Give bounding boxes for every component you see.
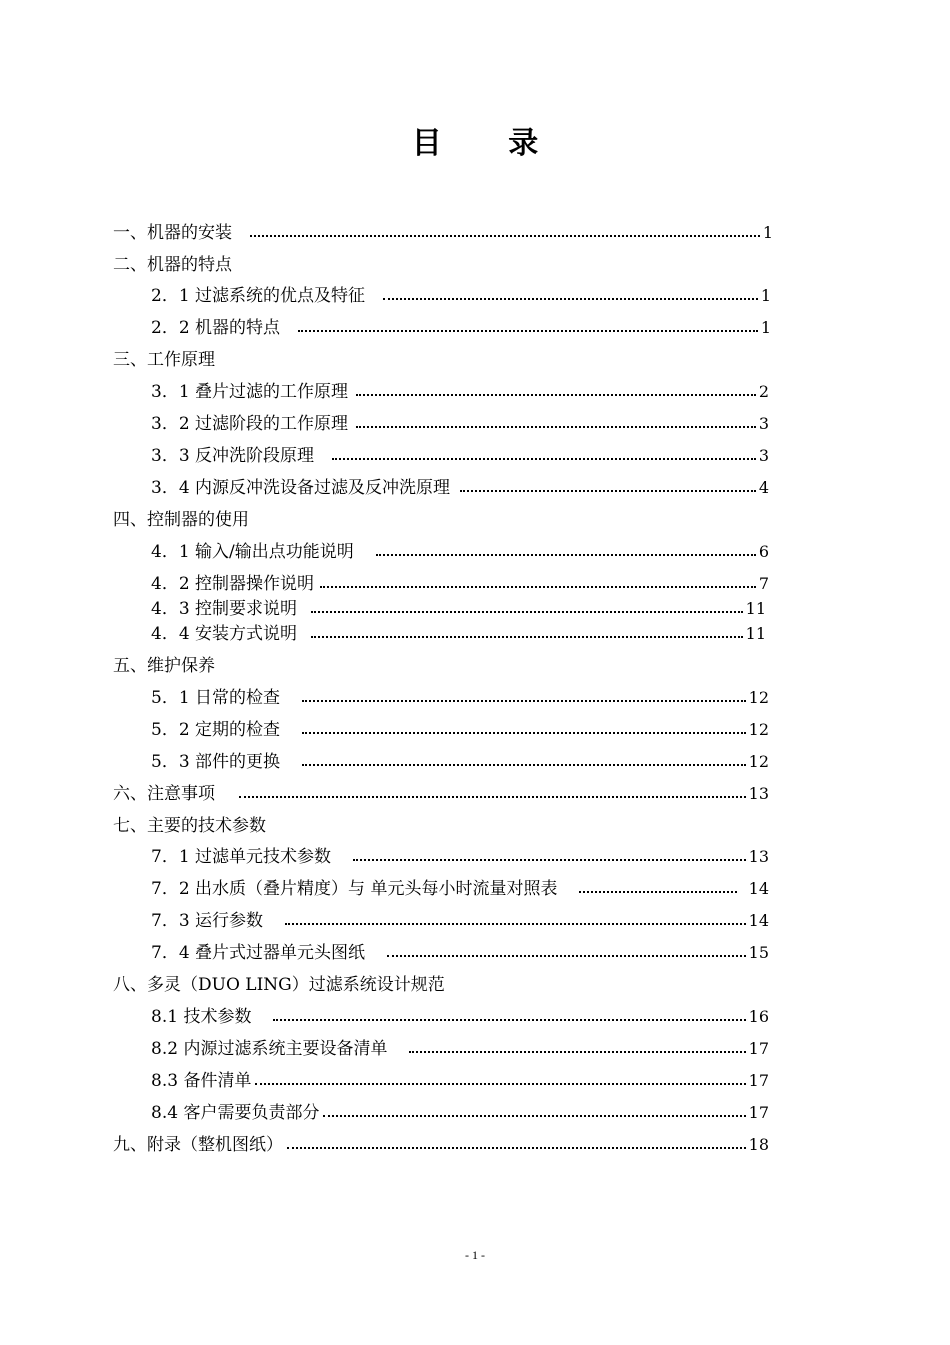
- toc-entry-label: 8.4 客户需要负责部分: [151, 1103, 320, 1123]
- toc-entry[interactable]: [151, 623, 766, 645]
- dot-leader: [320, 586, 756, 588]
- toc-entry-label: 4．4 安装方式说明: [151, 624, 298, 644]
- toc-entry-page: 12: [748, 720, 769, 739]
- toc-entry-label: 4．1 输入/输出点功能说明: [151, 542, 354, 562]
- toc-entry-label: 4．3 控制要求说明: [151, 599, 298, 619]
- dot-leader: [239, 796, 746, 798]
- dot-leader: [311, 611, 743, 613]
- toc-entry[interactable]: [151, 846, 769, 868]
- toc-entry-label: 三、工作原理: [113, 350, 215, 370]
- toc-entry[interactable]: [151, 413, 769, 435]
- toc-entry[interactable]: [151, 751, 769, 773]
- dot-leader: [332, 458, 756, 460]
- toc-entry[interactable]: [113, 349, 413, 371]
- toc-entry[interactable]: [113, 509, 413, 531]
- toc-entry-page: 12: [748, 688, 769, 707]
- dot-leader: [311, 636, 743, 638]
- toc-entry-page: 14: [748, 879, 769, 898]
- dot-leader: [356, 426, 756, 428]
- toc-entry-page: 1: [762, 223, 773, 242]
- toc-entry[interactable]: [151, 285, 771, 307]
- dot-leader: [579, 891, 736, 893]
- toc-entry-label: 4．2 控制器操作说明: [151, 574, 315, 594]
- toc-entry[interactable]: [113, 222, 773, 244]
- toc-entry[interactable]: [113, 254, 413, 276]
- dot-leader: [273, 1019, 745, 1021]
- toc-entry-page: 17: [748, 1071, 769, 1090]
- toc-entry-page: 2: [758, 382, 769, 401]
- toc-entry-page: 12: [748, 752, 769, 771]
- page-title: 目 录: [411, 126, 567, 161]
- toc-entry-label: 四、控制器的使用: [113, 510, 249, 530]
- toc-entry-page: 13: [748, 847, 769, 866]
- dot-leader: [376, 554, 756, 556]
- toc-entry-label: 七、主要的技术参数: [113, 816, 266, 836]
- toc-entry-label: 7．2 出水质（叠片精度）与 单元头每小时流量对照表: [151, 879, 558, 899]
- toc-entry-label: 六、注意事项: [113, 784, 215, 804]
- toc-entry[interactable]: [151, 878, 769, 900]
- toc-entry[interactable]: [151, 477, 769, 499]
- toc-entry[interactable]: [151, 541, 769, 563]
- toc-entry[interactable]: [151, 1038, 769, 1060]
- page-number: - 1 -: [465, 1248, 485, 1262]
- toc-entry-page: 13: [748, 784, 769, 803]
- dot-leader: [323, 1115, 745, 1117]
- toc-entry-page: 3: [758, 446, 769, 465]
- dot-leader: [387, 955, 746, 957]
- toc-entry-page: 6: [758, 542, 769, 561]
- toc-entry[interactable]: [151, 381, 769, 403]
- toc-entry-label: 3．1 叠片过滤的工作原理: [151, 382, 349, 402]
- dot-leader: [409, 1051, 745, 1053]
- toc-entry[interactable]: [113, 974, 613, 996]
- toc-entry-page: 11: [745, 599, 766, 618]
- toc-entry-label: 二、机器的特点: [113, 255, 232, 275]
- toc-entry[interactable]: [113, 1134, 769, 1156]
- toc-entry-page: 15: [748, 943, 769, 962]
- toc-entry-label: 5．1 日常的检查: [151, 688, 281, 708]
- toc-entry-label: 2．2 机器的特点: [151, 318, 281, 338]
- toc-entry[interactable]: [113, 815, 413, 837]
- toc-entry-page: 7: [758, 574, 769, 593]
- toc-entry[interactable]: [151, 1006, 769, 1028]
- toc-entry-page: 17: [748, 1103, 769, 1122]
- dot-leader: [353, 859, 746, 861]
- toc-entry[interactable]: [113, 655, 413, 677]
- toc-entry[interactable]: [151, 942, 769, 964]
- toc-entry[interactable]: [151, 317, 771, 339]
- toc-entry[interactable]: [151, 910, 769, 932]
- toc-entry-label: 8.1 技术参数: [151, 1007, 252, 1027]
- toc-entry-page: 14: [748, 911, 769, 930]
- toc-entry-label: 8.3 备件清单: [151, 1071, 252, 1091]
- toc-entry[interactable]: [151, 573, 769, 595]
- toc-entry-label: 7．1 过滤单元技术参数: [151, 847, 332, 867]
- toc-entry-page: 4: [758, 478, 769, 497]
- toc-entry-label: 九、附录（整机图纸）: [113, 1135, 283, 1155]
- toc-entry[interactable]: [151, 719, 769, 741]
- toc-entry-page: 1: [760, 286, 771, 305]
- dot-leader: [298, 330, 758, 332]
- dot-leader: [302, 764, 746, 766]
- toc-entry-label: 一、机器的安装: [113, 223, 232, 243]
- toc-entry-label: 5．3 部件的更换: [151, 752, 281, 772]
- toc-entry-label: 5．2 定期的检查: [151, 720, 281, 740]
- toc-entry-label: 2．1 过滤系统的优点及特征: [151, 286, 366, 306]
- toc-entry-label: 7．3 运行参数: [151, 911, 264, 931]
- dot-leader: [302, 700, 746, 702]
- toc-entry-page: 18: [748, 1135, 769, 1154]
- dot-leader: [383, 298, 758, 300]
- dot-leader: [287, 1147, 746, 1149]
- dot-leader: [250, 235, 760, 237]
- toc-entry-label: 八、多灵（DUO LING）过滤系统设计规范: [113, 975, 445, 995]
- toc-entry-label: 8.2 内源过滤系统主要设备清单: [151, 1039, 388, 1059]
- toc-entry-label: 五、维护保养: [113, 656, 215, 676]
- dot-leader: [302, 732, 746, 734]
- toc-entry-label: 3．2 过滤阶段的工作原理: [151, 414, 349, 434]
- toc-entry-page: 11: [745, 624, 766, 643]
- dot-leader: [356, 394, 756, 396]
- toc-entry-page: 3: [758, 414, 769, 433]
- toc-entry[interactable]: [151, 445, 769, 467]
- dot-leader: [255, 1083, 745, 1085]
- toc-entry[interactable]: [113, 783, 769, 805]
- dot-leader: [285, 923, 746, 925]
- toc-entry-label: 3．3 反冲洗阶段原理: [151, 446, 315, 466]
- toc-entry-page: 16: [748, 1007, 769, 1026]
- toc-entry[interactable]: [151, 1070, 769, 1092]
- toc-entry-label: 7．4 叠片式过器单元头图纸: [151, 943, 366, 963]
- toc-entry-page: 1: [760, 318, 771, 337]
- toc-entry[interactable]: [151, 598, 766, 620]
- toc-entry-label: 3．4 内源反冲洗设备过滤及反冲洗原理: [151, 478, 451, 498]
- toc-entry[interactable]: [151, 687, 769, 709]
- toc-entry-page: 17: [748, 1039, 769, 1058]
- dot-leader: [460, 490, 756, 492]
- toc-entry[interactable]: [151, 1102, 769, 1124]
